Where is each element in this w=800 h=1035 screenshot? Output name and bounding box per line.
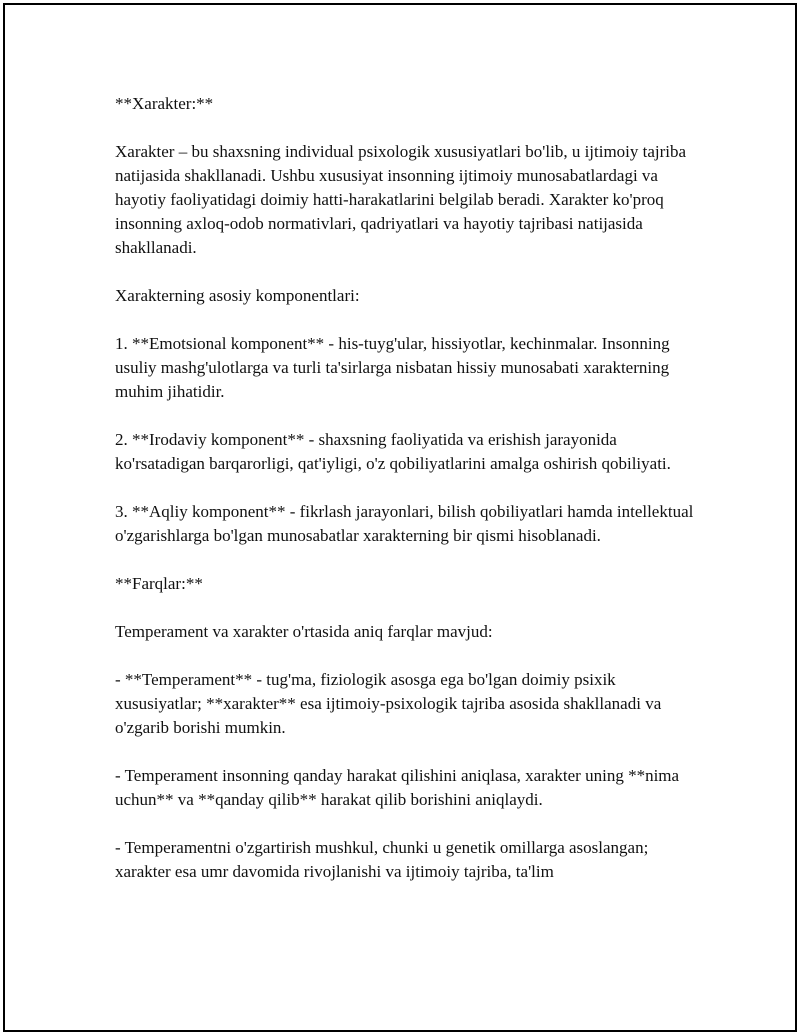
bullet-change: - Temperamentni o'zgartirish mushkul, chunki u genetik omillarga asoslangan; xarakter esa umr davomida rivojlanishi va ijtimoiy tajriba, ta'lim — [115, 838, 649, 881]
list-item-volitional: 2. **Irodaviy komponent** - shaxsning faoliyatida va erishish jarayonida ko'rsatadigan barqarorligi, qat'iyligi, o'z qobiliyatlarini amalga oshirish qobiliyati. — [115, 430, 671, 473]
heading-xarakter: **Xarakter:** — [115, 94, 214, 113]
list-item-emotional: 1. **Emotsional komponent** - his-tuyg'ular, hissiyotlar, kechinmalar. Insonning usuliy mashg'ulotlarga va turli ta'sirlarga nisbatan hissiy munosabati xarakterning muhim jihatidir. — [115, 334, 670, 401]
list-item-intellectual: 3. **Aqliy komponent** - fikrlash jarayonlari, bilish qobiliyatlari hamda intellektual o'zgarishlarga bo'lgan munosabatlar xarakterning bir qismi hisoblanadi. — [115, 502, 694, 545]
heading-farqlar: **Farqlar:** — [115, 574, 203, 593]
bullet-how-why: - Temperament insonning qanday harakat qilishini aniqlasa, xarakter uning **nima uchun** va **qanday qilib** harakat qilib borishini aniqlaydi. — [115, 766, 680, 809]
document-body — [115, 92, 695, 908]
paragraph-differences-intro: Temperament va xarakter o'rtasida aniq farqlar mavjud: — [115, 622, 493, 641]
paragraph-components-intro: Xarakterning asosiy komponentlari: — [115, 286, 360, 305]
paragraph-definition: Xarakter – bu shaxsning individual psixologik xususiyatlari bo'lib, u ijtimoiy tajriba natijasida shakllanadi. Ushbu xususiyat insonning ijtimoiy munosabatlardagi va hayotiy faoliyatidagi doimiy hatti-harakatlarini belgilab beradi. Xarakter ko'proq insonning axloq-odob normativlari, qadriyatlari va hayotiy tajribasi natijasida shakllanadi. — [115, 142, 687, 257]
bullet-temperament: - **Temperament** - tug'ma, fiziologik asosga ega bo'lgan doimiy psixik xususiyatlar; **xarakter** esa ijtimoiy-psixologik tajriba asosida shakllanadi va o'zgarib borishi mumkin. — [115, 670, 662, 737]
